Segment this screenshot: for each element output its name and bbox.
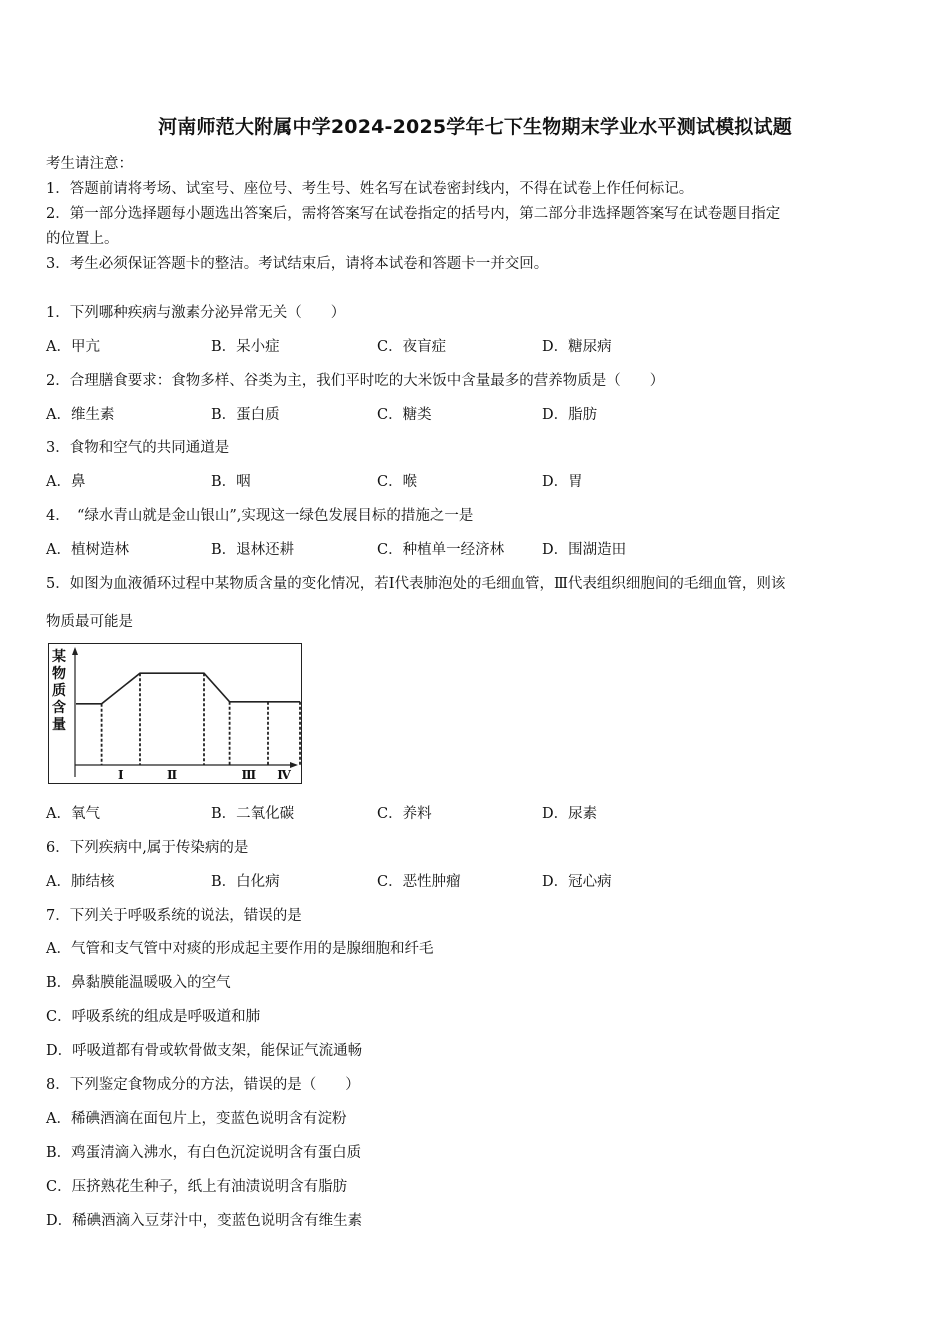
question-stem: 8．下列鉴定食物成分的方法，错误的是（ ） [46,1077,360,1093]
series-line [76,673,300,704]
notice-item: 1．答题前请将考场、试室号、座位号、考生号、姓名写在试卷密封线内，不得在试卷上作任何标记。 [46,181,694,197]
option[interactable]: A．鼻 [46,474,86,490]
question-stem: 4． “绿水青山就是金山银山”,实现这一绿色发展目标的措施之一是 [46,508,474,524]
option[interactable]: C．恶性肿瘤 [377,874,461,890]
option[interactable]: B．退林还耕 [211,542,295,558]
option[interactable]: D．胃 [542,474,583,490]
chart-border [49,644,302,784]
option[interactable]: D．呼吸道都有骨或软骨做支架，能保证气流通畅 [46,1043,363,1059]
option[interactable]: A．稀碘酒滴在面包片上，变蓝色说明含有淀粉 [46,1111,347,1127]
option[interactable]: C．种植单一经济林 [377,542,505,558]
option[interactable]: C．压挤熟花生种子，纸上有油渍说明含有脂肪 [46,1179,348,1195]
question-stem: 7．下列关于呼吸系统的说法，错误的是 [46,908,302,924]
option[interactable]: B．呆小症 [211,339,280,355]
option[interactable]: B．蛋白质 [211,407,280,423]
question-stem: 5．如图为血液循环过程中某物质含量的变化情况，若Ⅰ代表肺泡处的毛细血管，Ⅲ代表组织细胞间的毛细血管，则该 [46,576,786,592]
notice-item: 的位置上。 [46,231,119,247]
option[interactable]: D．脂肪 [542,407,598,423]
notice-item: 2．第一部分选择题每小题选出答案后，需将答案写在试卷指定的括号内，第二部分非选择题答案写在试卷题目指定 [46,206,781,222]
option[interactable]: D．尿素 [542,806,598,822]
option[interactable]: C．夜盲症 [377,339,447,355]
y-axis-label-char: 质 [52,683,66,699]
substance-content-chart [48,643,302,784]
option[interactable]: B．鸡蛋清滴入沸水，有白色沉淀说明含有蛋白质 [46,1145,362,1161]
option[interactable]: D．冠心病 [542,874,612,890]
option[interactable]: B．鼻黏膜能温暖吸入的空气 [46,975,231,991]
option[interactable]: D．糖尿病 [542,339,612,355]
option[interactable]: C．养料 [377,806,432,822]
option[interactable]: B．咽 [211,474,251,490]
option[interactable]: A．植树造林 [46,542,129,558]
notice-item: 3．考生必须保证答题卡的整洁。考试结束后，请将本试卷和答题卡一并交回。 [46,256,549,272]
x-axis-arrow [290,762,298,768]
option[interactable]: C．呼吸系统的组成是呼吸道和肺 [46,1009,261,1025]
option[interactable]: A．氧气 [46,806,100,822]
option[interactable]: A．甲亢 [46,339,100,355]
option[interactable]: A．气管和支气管中对痰的形成起主要作用的是腺细胞和纤毛 [46,941,434,957]
question-stem-continued: 物质最可能是 [46,614,133,630]
y-axis-label-char: 某 [52,649,66,665]
y-axis-label-char: 量 [52,717,66,733]
y-axis-label [52,648,66,733]
y-axis-label-char: 含 [52,700,66,716]
option[interactable]: B．白化病 [211,874,280,890]
x-tick-label: Ⅳ [277,768,291,782]
question-stem: 1．下列哪种疾病与激素分泌异常无关（ ） [46,305,346,321]
y-axis-arrow [72,647,78,655]
option[interactable]: D．稀碘酒滴入豆芽汁中，变蓝色说明含有维生素 [46,1213,363,1229]
option[interactable]: B．二氧化碳 [211,806,295,822]
question-stem: 2．合理膳食要求：食物多样、谷类为主，我们平时吃的大米饭中含量最多的营养物质是（ ） [46,373,665,389]
question-stem: 6．下列疾病中,属于传染病的是 [46,840,249,856]
option[interactable]: A．维生素 [46,407,115,423]
x-tick-label: Ⅱ [166,768,178,782]
y-axis-label-char: 物 [52,666,66,682]
x-tick-label: Ⅲ [241,768,257,782]
option[interactable]: A．肺结核 [46,874,115,890]
notice-heading: 考生请注意： [46,156,133,172]
question-stem: 3．食物和空气的共同通道是 [46,440,230,456]
option[interactable]: D．围湖造田 [542,542,627,558]
page-title: 河南师范大附属中学2024-2025学年七下生物期末学业水平测试模拟试题 [158,116,792,138]
x-tick-label: Ⅰ [117,768,124,782]
option[interactable]: C．糖类 [377,407,432,423]
option[interactable]: C．喉 [377,474,418,490]
